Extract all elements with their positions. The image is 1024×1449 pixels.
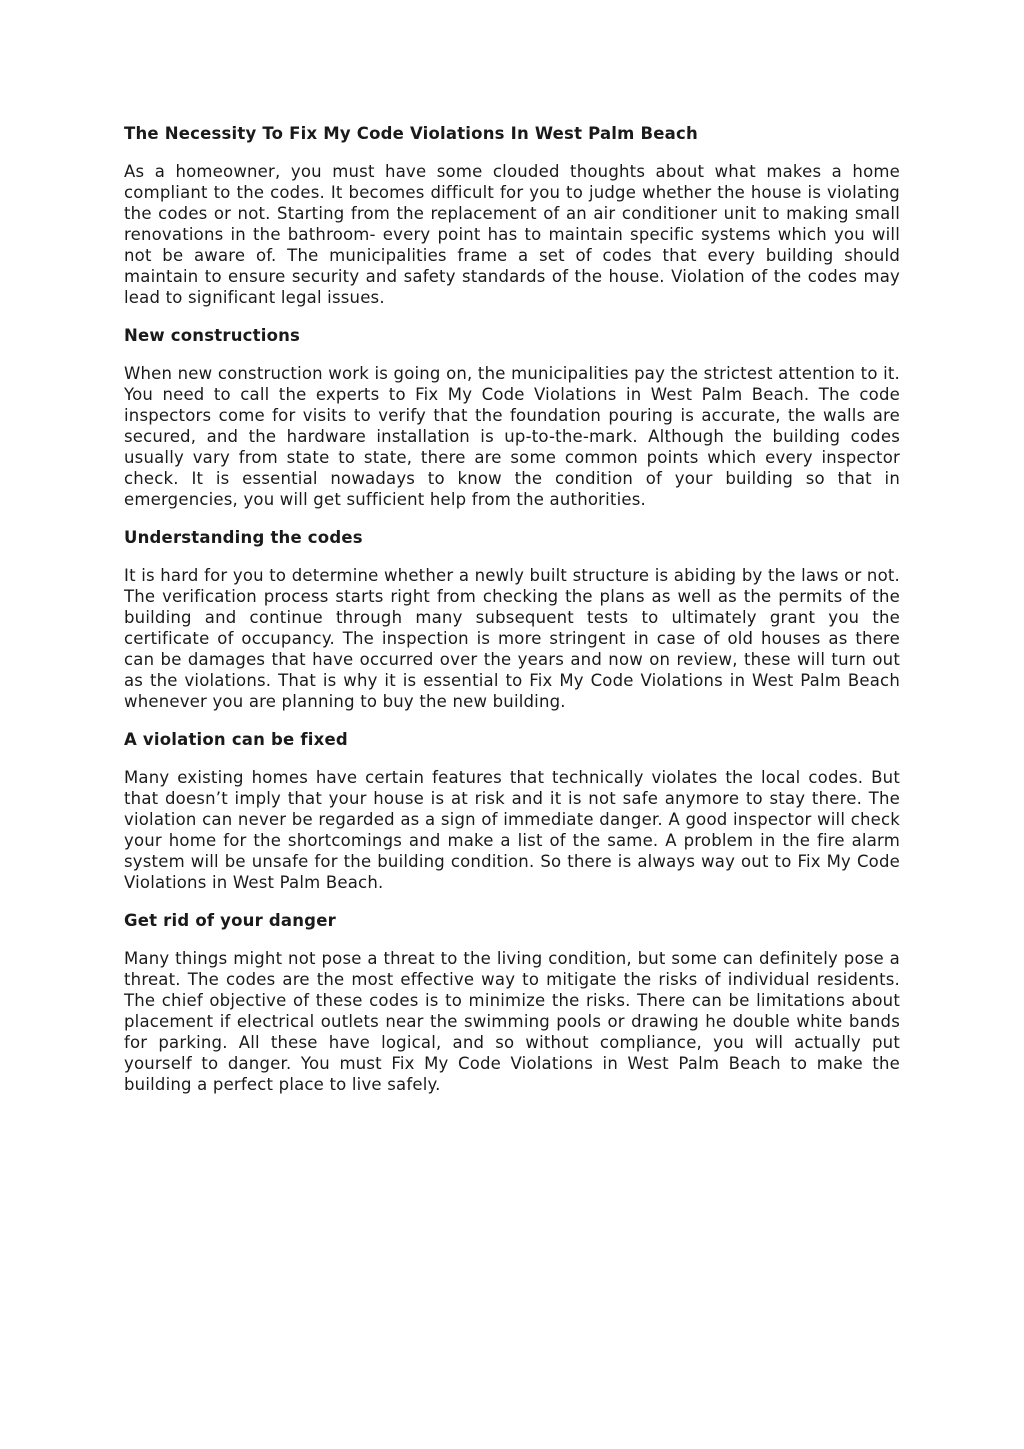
section-body-new-constructions: When new construction work is going on, the municipalities pay the strictest attention to it. You need to call the experts to Fix My Code Violations in West Palm Beach. The code inspectors come for visits to verify that the foundation pouring is accurate, the walls are secured, and the hardware installation is up-to-the-mark. Although the building codes usually vary from state to state, there are some common points which every inspector check. It is essential nowadays to know the condition of your building so that in emergencies, you will get sufficient help from the authorities. xyxy=(124,364,900,509)
section-body-understanding-the-codes: It is hard for you to determine whether a newly built structure is abiding by the laws or not. The verification process starts right from checking the plans as well as the permits of the building and continue through many subsequent tests to ultimately grant you the certificate of occupancy. The inspection is more stringent in case of old houses as there can be damages that have occurred over the years and now on review, these will turn out as the violations. That is why it is essential to Fix My Code Violations in West Palm Beach whenever you are planning to buy the new building. xyxy=(124,566,900,711)
document-page xyxy=(124,123,900,1112)
intro-paragraph: As a homeowner, you must have some clouded thoughts about what makes a home compliant to the codes. It becomes difficult for you to judge whether the house is violating the codes or not. Starting from the replacement of an air conditioner unit to making small renovations in the bathroom- every point has to maintain specific systems which you will not be aware of. The municipalities frame a set of codes that every building should maintain to ensure security and safety standards of the house. Violation of the codes may lead to significant legal issues. xyxy=(124,162,900,307)
section-heading-violation-can-be-fixed: A violation can be fixed xyxy=(124,730,348,749)
section-body-get-rid-of-danger: Many things might not pose a threat to the living condition, but some can definitely pose a threat. The codes are the most effective way to mitigate the risks of individual residents. The chief objective of these codes is to minimize the risks. There can be limitations about placement if electrical outlets near the swimming pools or drawing he double white bands for parking. All these have logical, and so without compliance, you will actually put yourself to danger. You must Fix My Code Violations in West Palm Beach to make the building a perfect place to live safely. xyxy=(124,949,900,1094)
section-heading-understanding-the-codes: Understanding the codes xyxy=(124,528,363,547)
section-heading-get-rid-of-danger: Get rid of your danger xyxy=(124,911,336,930)
section-heading-new-constructions: New constructions xyxy=(124,326,301,345)
document-title: The Necessity To Fix My Code Violations In West Palm Beach xyxy=(124,124,698,143)
section-body-violation-can-be-fixed: Many existing homes have certain features that technically violates the local codes. But that doesn’t imply that your house is at risk and it is not safe anymore to stay there. The violation can never be regarded as a sign of immediate danger. A good inspector will check your home for the shortcomings and make a list of the same. A problem in the fire alarm system will be unsafe for the building condition. So there is always way out to Fix My Code Violations in West Palm Beach. xyxy=(124,768,900,892)
